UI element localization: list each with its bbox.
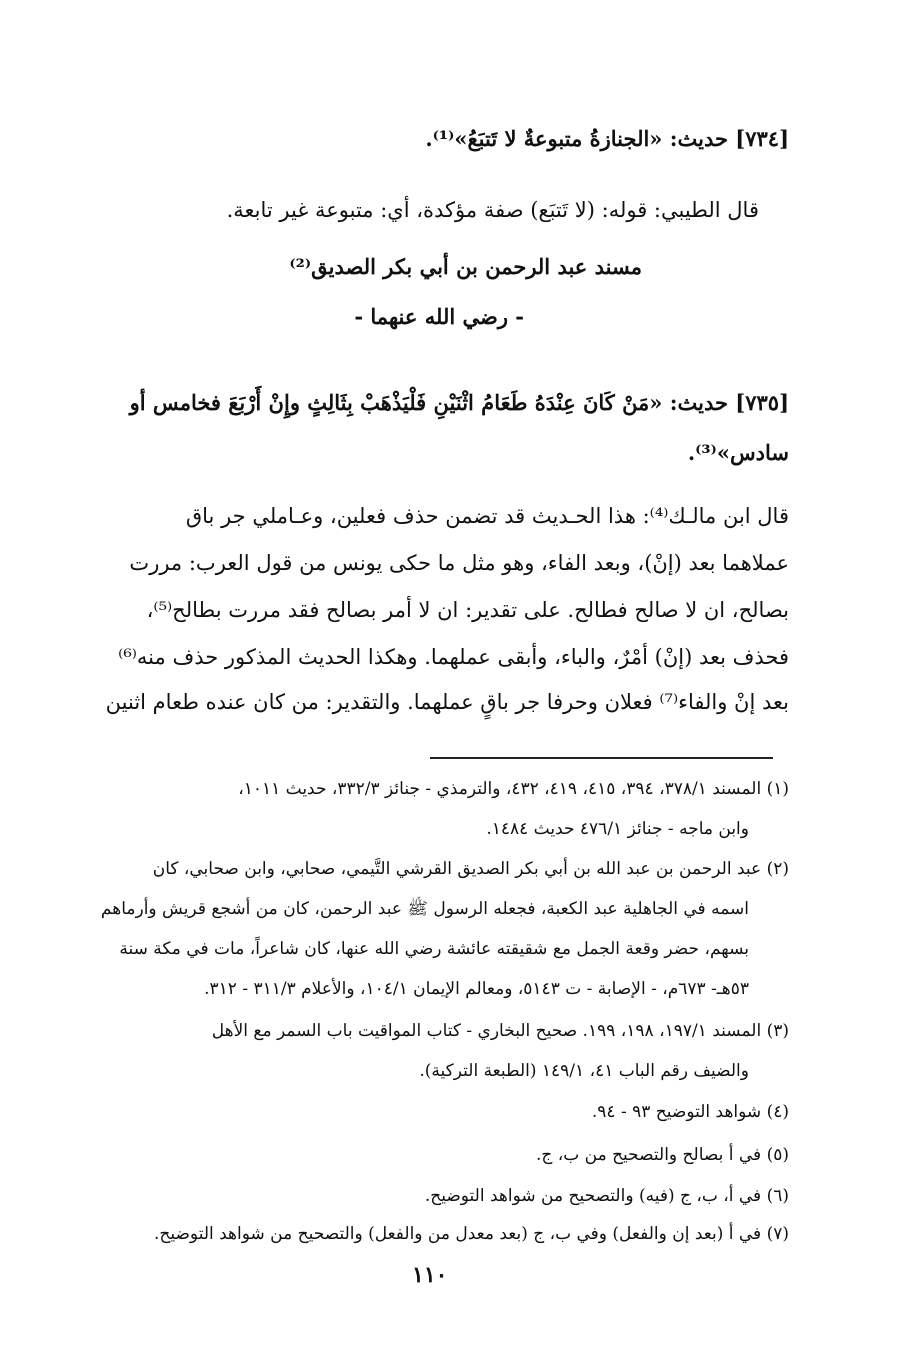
footnote-4: (٤) شواهد التوضيح ٩٣ - ٩٤. [591, 1102, 789, 1122]
body-line-3: بصالح، ان لا صالح فطالح. على تقدير: ان لا أمر بصالح فقد مررت بطالح⁽⁵⁾، [146, 598, 789, 622]
footnote-5: (٥) في أ بصالح والتصحيح من ب، ج. [535, 1145, 789, 1165]
footnote-2-line-2: اسمه في الجاهلية عبد الكعبة، فجعله الرسول ﷺ عبد الرحمن، كان من أشجع قريش وأرماهم [100, 899, 749, 919]
body-line-1: قال ابن مالـك⁽⁴⁾: هذا الحـديث قد تضمن حذف فعلين، وعـاملي جر باق [185, 504, 789, 528]
footnote-separator [430, 757, 773, 759]
footnote-2-line-3: بسهم، حضر وقعة الجمل مع شقيقته عائشة رضي الله عنها، كان شاعراً، مات في مكة سنة [119, 939, 749, 959]
hadith-735-line-1: [٧٣٥] حديث: «مَنْ كَانَ عِنْدَهُ طَعَامُ اثْنَيْنِ فَلْيَذْهَبْ بِثَالِثٍ وإِنْ أَرْبَعَ فخامس أو [129, 390, 789, 415]
hadith-734: [٧٣٤] حديث: «الجنازةُ متبوعةٌ لا تَتبَعُ»⁽¹⁾. [425, 126, 789, 151]
section-title: مسند عبد الرحمن بن أبي بكر الصديق⁽²⁾ [289, 254, 642, 279]
page-number: ١١٠ [412, 1262, 448, 1288]
footnote-3-line-1: (٣) المسند ١٩٧/١، ١٩٨، ١٩٩. صحيح البخاري - كتاب المواقيت باب السمر مع الأهل [211, 1021, 789, 1041]
footnote-2-line-1: (٢) عبد الرحمن بن عبد الله بن أبي بكر الصديق القرشي التَّيمي، صحابي، وابن صحابي، كان [152, 859, 789, 879]
footnote-6: (٦) في أ، ب، ج (فيه) والتصحيح من شواهد التوضيح. [424, 1186, 789, 1206]
body-line-5: بعد إنْ والفاء⁽⁷⁾ فعلان وحرفا جر باقٍ عملهما. والتقدير: من كان عنده طعام اثنين [105, 690, 789, 714]
footnote-1-line-2: وابن ماجه - جنائز ٤٧٦/١ حديث ١٤٨٤. [486, 819, 749, 839]
tibi-comment: قال الطيبي: قوله: (لا تَتبَع) صفة مؤكدة، أي: متبوعة غير تابعة. [226, 198, 759, 222]
footnote-2-line-4: ٥٣هـ- ٦٧٣م، - الإصابة - ت ٥١٤٣، ومعالم الإيمان ١٠٤/١، والأعلام ٣١١/٣ - ٣١٢. [204, 979, 749, 999]
footnote-1-line-1: (١) المسند ٣٧٨/١، ٣٩٤، ٤١٥، ٤١٩، ٤٣٢، والترمذي - جنائز ٣٣٢/٣، حديث ١٠١١، [238, 779, 789, 799]
footnote-7: (٧) في أ (بعد إن والفعل) وفي ب، ج (بعد معدل من والفعل) والتصحيح من شواهد التوضيح. [153, 1224, 789, 1244]
body-line-2: عملاهما بعد (إنْ)، وبعد الفاء، وهو مثل ما حكى يونس من قول العرب: مررت [129, 551, 789, 575]
footnote-3-line-2: والضيف رقم الباب ٤١، ١٤٩/١ (الطبعة التركية). [419, 1061, 749, 1081]
section-subtitle: - رضي الله عنهما - [354, 304, 524, 329]
hadith-735-line-2: سادس»⁽³⁾. [687, 440, 789, 465]
body-line-4: فحذف بعد (إنْ) أمْرٌ، والباء، وأبقى عملهما. وهكذا الحديث المذكور حذف منه⁽⁶⁾ [118, 645, 789, 669]
